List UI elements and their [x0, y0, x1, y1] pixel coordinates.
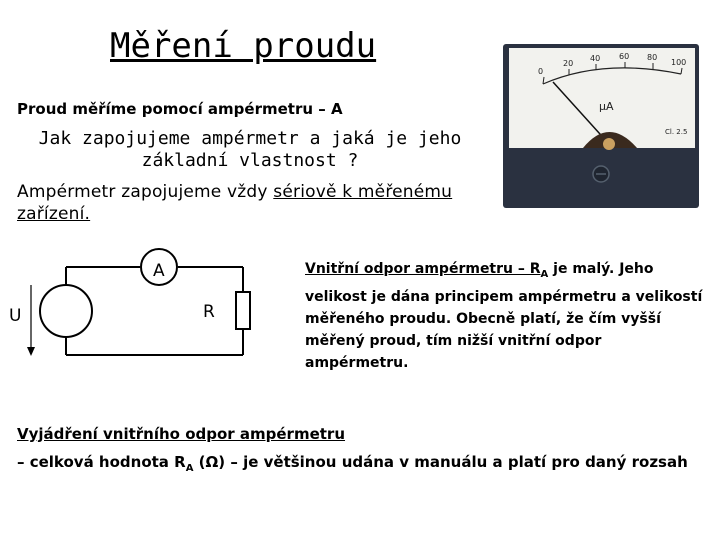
ammeter-label: A [153, 261, 165, 281]
meter-class: Cl. 2.5 [665, 128, 688, 136]
resistor-symbol [236, 292, 250, 329]
source-label: U [9, 306, 22, 326]
internal-resistance-text: je malý. Jeho velikost je dána principem ampérmetru a velikostí měřeného proudu. Obecně platí, že čím vyšší měřený proud, tím nižší vnitřní odpor ampérmetru. [305, 261, 703, 371]
answer-link: sériově k měřenému zařízení. [17, 182, 453, 224]
answer-text [17, 181, 497, 225]
meter-scale-label: 60 [619, 52, 630, 61]
meter-pivot [603, 138, 615, 150]
page-title: Měření proudu [110, 26, 377, 66]
answer-before: Ampérmetr zapojujeme vždy [17, 182, 274, 202]
expression-heading: Vyjádření vnitřního odpor ampérmetru [17, 425, 346, 443]
circuit-diagram [0, 245, 300, 375]
meter-scale-label: 0 [538, 67, 544, 76]
meter-scale-label: 20 [563, 59, 574, 68]
expression-line-before: – celková hodnota R [17, 453, 186, 471]
internal-resistance-sub: A [540, 268, 549, 280]
ammeter-image [503, 44, 699, 208]
voltage-source-symbol [40, 285, 92, 337]
expression-line-after: (Ω) – je většinou udána v manuálu a platí pro daný rozsah [193, 453, 688, 471]
meter-unit: µA [599, 100, 614, 113]
expression-line-sub: A [185, 463, 194, 474]
meter-scale-label: 80 [647, 53, 658, 62]
resistor-label: R [203, 302, 215, 322]
intro-text: Proud měříme pomocí ampérmetru – A [17, 100, 343, 118]
meter-scale-label: 100 [671, 58, 687, 67]
question-text: Jak zapojujeme ampérmetr a jaká je jeho základní vlastnost ? [38, 128, 462, 171]
internal-resistance-heading: Vnitřní odpor ampérmetru – R [305, 261, 541, 277]
internal-resistance-paragraph [305, 258, 705, 374]
meter-scale-label: 40 [590, 54, 601, 63]
expression-line [17, 453, 688, 474]
